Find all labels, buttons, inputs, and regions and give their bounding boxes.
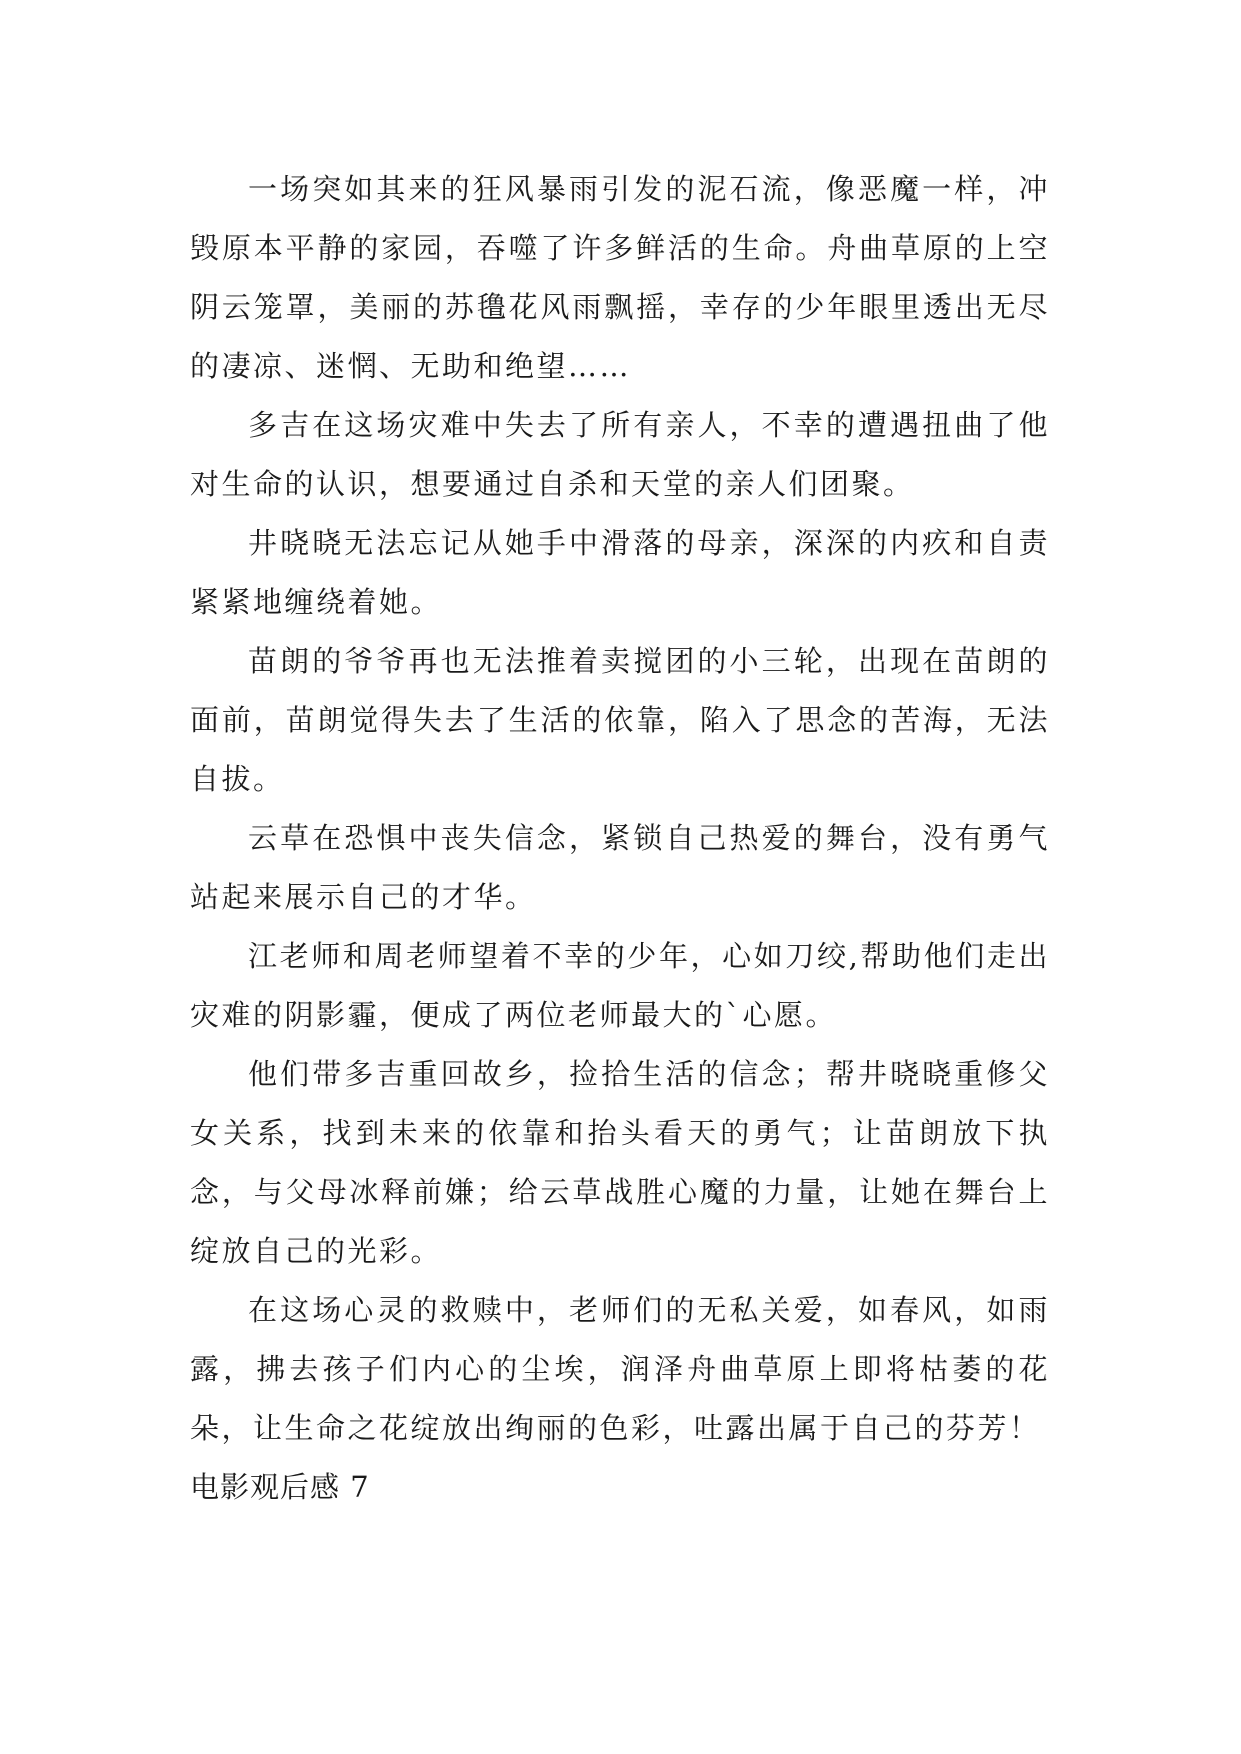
paragraph: 井晓晓无法忘记从她手中滑落的母亲，深深的内疚和自责紧紧地缠绕着她。 xyxy=(190,526,1050,619)
paragraph: 云草在恐惧中丧失信念，紧锁自己热爱的舞台，没有勇气站起来展示自己的才华。 xyxy=(190,821,1050,914)
paragraph: 一场突如其来的狂风暴雨引发的泥石流，像恶魔一样，冲毁原本平静的家园，吞噬了许多鲜活的生命。舟曲草原的上空阴云笼罩，美丽的苏氇花风雨飘摇，幸存的少年眼里透出无尽的凄凉、迷惘、无助和绝望…… xyxy=(190,172,1050,383)
section-heading: 电影观后感 7 xyxy=(190,1470,370,1504)
paragraph: 江老师和周老师望着不幸的少年，心如刀绞,帮助他们走出灾难的阴影霾，便成了两位老师最大的`心愿。 xyxy=(190,939,1050,1032)
document-body xyxy=(190,160,1050,1517)
paragraph: 苗朗的爷爷再也无法推着卖搅团的小三轮，出现在苗朗的面前，苗朗觉得失去了生活的依靠，陷入了思念的苦海，无法自拔。 xyxy=(190,644,1050,796)
paragraph: 他们带多吉重回故乡，捡拾生活的信念；帮井晓晓重修父女关系，找到未来的依靠和抬头看天的勇气；让苗朗放下执念，与父母冰释前嫌；给云草战胜心魔的力量，让她在舞台上绽放自己的光彩。 xyxy=(190,1057,1050,1268)
paragraph: 多吉在这场灾难中失去了所有亲人，不幸的遭遇扭曲了他对生命的认识，想要通过自杀和天堂的亲人们团聚。 xyxy=(190,408,1050,501)
paragraph: 在这场心灵的救赎中，老师们的无私关爱，如春风，如雨露，拂去孩子们内心的尘埃，润泽舟曲草原上即将枯萎的花朵，让生命之花绽放出绚丽的色彩，吐露出属于自己的芬芳！ xyxy=(190,1293,1050,1445)
